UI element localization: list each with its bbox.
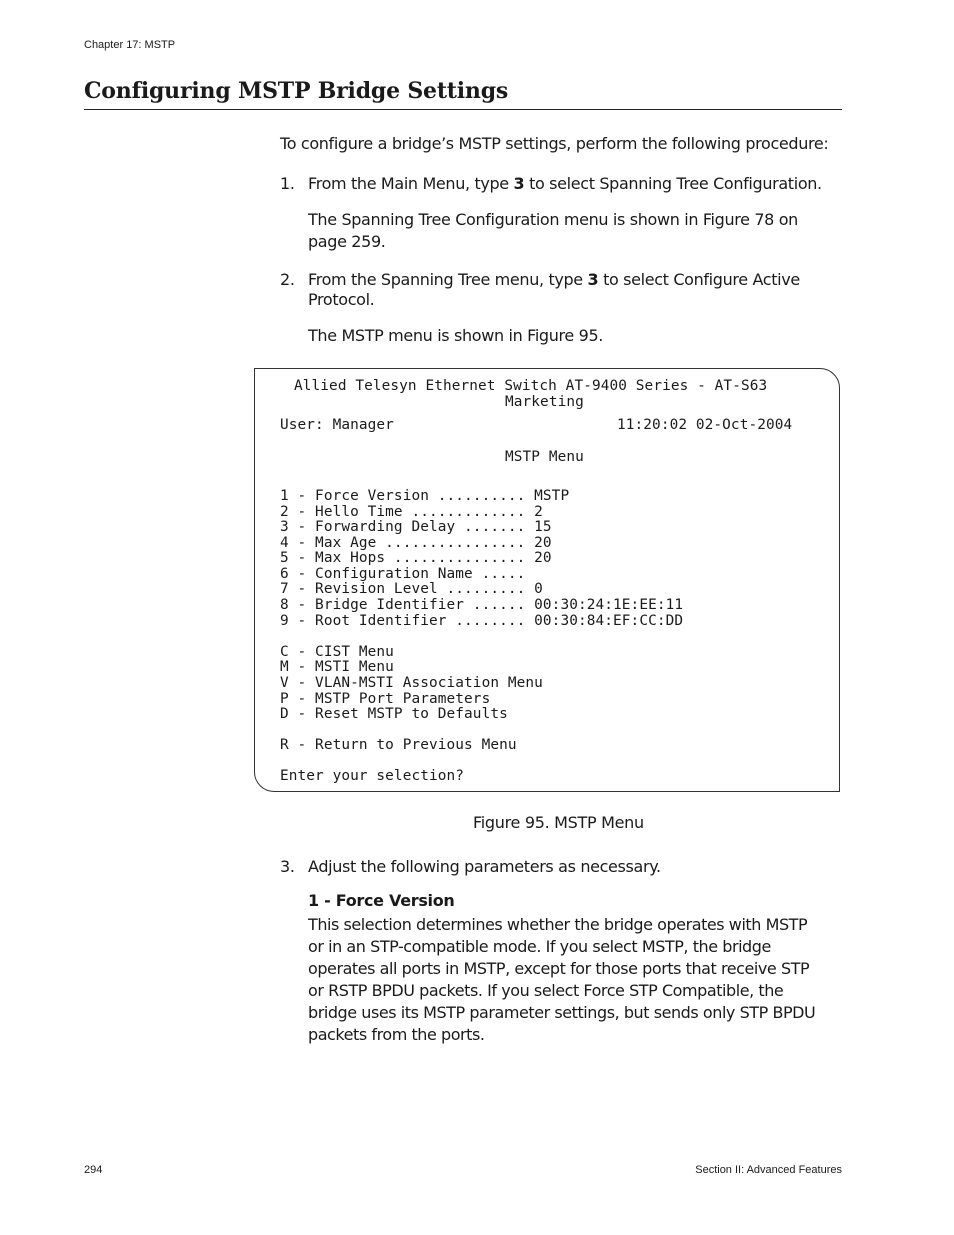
menu-option-max-hops[interactable]: 5 - Max Hops ............... 20 — [280, 550, 552, 566]
page-number: 294 — [84, 1164, 103, 1176]
menu-option-mstp-port-parameters[interactable]: P - MSTP Port Parameters — [280, 691, 491, 707]
terminal-header-line-2: Marketing — [505, 394, 584, 410]
terminal-prompt[interactable]: Enter your selection? — [280, 768, 465, 784]
menu-option-reset-defaults[interactable]: D - Reset MSTP to Defaults — [280, 706, 508, 722]
description-line: bridge uses its MSTP parameter settings, but sends only STP BPDU — [308, 1003, 816, 1022]
menu-option-msti-menu[interactable]: M - MSTI Menu — [280, 659, 394, 675]
force-version-heading: 1 - Force Version — [308, 891, 455, 910]
menu-option-vlan-msti-association[interactable]: V - VLAN-MSTI Association Menu — [280, 675, 543, 691]
figure-caption: Figure 95. MSTP Menu — [473, 813, 644, 832]
terminal-datetime: 11:20:02 02-Oct-2004 — [617, 417, 793, 433]
menu-option-hello-time[interactable]: 2 - Hello Time ............. 2 — [280, 504, 543, 520]
step-1-text: From the Main Menu, type 3 to select Spanning Tree Configuration. — [308, 174, 822, 193]
menu-option-return[interactable]: R - Return to Previous Menu — [280, 737, 517, 753]
menu-option-force-version[interactable]: 1 - Force Version .......... MSTP — [280, 488, 570, 504]
step-2-note: The MSTP menu is shown in Figure 95. — [308, 326, 604, 345]
terminal-menu-title: MSTP Menu — [505, 449, 584, 465]
force-version-description — [308, 914, 828, 1046]
section-title: Configuring MSTP Bridge Settings — [84, 78, 509, 104]
menu-option-revision-level[interactable]: 7 - Revision Level ......... 0 — [280, 581, 543, 597]
terminal-user: User: Manager — [280, 417, 394, 433]
description-line: or in an STP-compatible mode. If you select MSTP, the bridge — [308, 937, 771, 956]
description-line: or RSTP BPDU packets. If you select Force STP Compatible, the — [308, 981, 784, 1000]
step-1-note-line-2: page 259. — [308, 232, 386, 251]
section-footer: Section II: Advanced Features — [695, 1164, 842, 1176]
description-line: packets from the ports. — [308, 1025, 485, 1044]
menu-option-configuration-name[interactable]: 6 - Configuration Name ..... — [280, 566, 526, 582]
chapter-header: Chapter 17: MSTP — [84, 39, 176, 51]
menu-option-bridge-identifier[interactable]: 8 - Bridge Identifier ...... 00:30:24:1E:EE:11 — [280, 597, 684, 613]
intro-text: To configure a bridge’s MSTP settings, perform the following procedure: — [280, 134, 829, 153]
menu-option-max-age[interactable]: 4 - Max Age ................ 20 — [280, 535, 552, 551]
menu-option-root-identifier[interactable]: 9 - Root Identifier ........ 00:30:84:EF:CC:DD — [280, 613, 684, 629]
step-1-key: 3 — [513, 174, 525, 193]
menu-option-forwarding-delay[interactable]: 3 - Forwarding Delay ....... 15 — [280, 519, 552, 535]
terminal-header-line-1: Allied Telesyn Ethernet Switch AT-9400 Series - AT-S63 — [294, 378, 768, 394]
step-3-text: Adjust the following parameters as necessary. — [308, 857, 661, 876]
step-2-key: 3 — [587, 270, 599, 289]
step-1-number: 1. — [280, 174, 295, 193]
description-line: This selection determines whether the bridge operates with MSTP — [308, 915, 808, 934]
step-3-number: 3. — [280, 857, 295, 876]
step-2-text: From the Spanning Tree menu, type 3 to select Configure Active — [308, 270, 800, 289]
title-rule — [84, 109, 842, 110]
terminal-screen — [254, 368, 840, 792]
menu-option-cist-menu[interactable]: C - CIST Menu — [280, 644, 394, 660]
description-line: operates all ports in MSTP, except for those ports that receive STP — [308, 959, 810, 978]
step-1-note-line-1: The Spanning Tree Configuration menu is shown in Figure 78 on — [308, 210, 798, 229]
step-2-number: 2. — [280, 270, 295, 289]
step-2-text-line-2: Protocol. — [308, 290, 375, 309]
